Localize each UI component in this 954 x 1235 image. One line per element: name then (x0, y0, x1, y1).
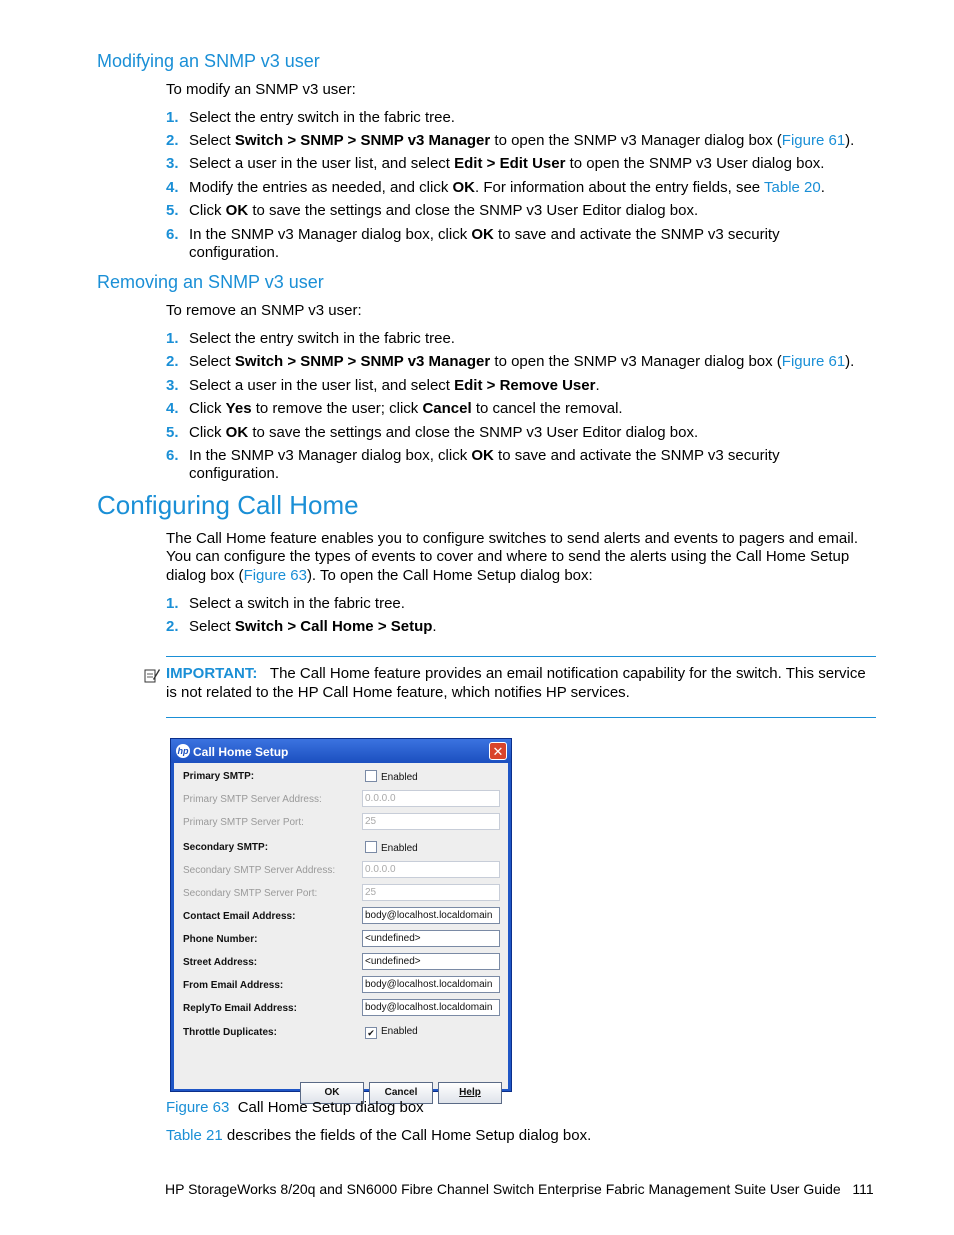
step-text: Select a switch in the fabric tree. (189, 595, 405, 612)
phone-number-field[interactable]: <undefined> (362, 930, 500, 947)
figure-caption (166, 1099, 424, 1117)
footer-title: HP StorageWorks 8/20q and SN6000 Fibre Channel Switch Enterprise Fabric Management Suite User Guide (165, 1181, 841, 1197)
secondary-smtp-port-field[interactable]: 25 (362, 884, 500, 901)
remove-intro: To remove an SNMP v3 user: (166, 302, 362, 319)
list-item (166, 424, 698, 442)
step-text: Select (189, 132, 235, 149)
step-number: 2. (166, 353, 179, 370)
step-text: to open the SNMP v3 User dialog box. (565, 155, 825, 172)
step-number: 1. (166, 109, 179, 126)
primary-smtp-checkbox[interactable] (365, 770, 418, 783)
step-text: to save the settings and close the SNMP v3 User Editor dialog box. (248, 424, 699, 441)
secondary-smtp-port-label: Secondary SMTP Server Port: (183, 888, 318, 899)
list-item (166, 353, 854, 371)
list-item (166, 155, 824, 173)
step-text: Select a user in the user list, and select (189, 377, 455, 394)
important-line1 (166, 665, 866, 683)
step-command: Yes (225, 400, 252, 417)
cross-reference-link[interactable]: Figure 61 (781, 132, 846, 149)
step-command: Switch > SNMP > SNMP v3 Manager (234, 132, 491, 149)
step-text: Select the entry switch in the fabric tree. (189, 330, 455, 347)
checkmark-icon[interactable]: ✔ (365, 1027, 377, 1039)
primary-smtp-address-label: Primary SMTP Server Address: (183, 794, 322, 805)
step-text: to cancel the removal. (471, 400, 623, 417)
step-number: 6. (166, 226, 179, 243)
step-text: Select a user in the user list, and select (189, 155, 455, 172)
step-text: Select (189, 618, 235, 635)
step-number: 2. (166, 132, 179, 149)
table-reference (166, 1127, 591, 1145)
step-text: ). (845, 132, 855, 149)
checkbox-box[interactable] (365, 841, 377, 853)
cross-reference-link[interactable]: Figure 61 (781, 353, 846, 370)
step-text: ). (845, 353, 855, 370)
step-number: 3. (166, 155, 179, 172)
step-command: Switch > Call Home > Setup (234, 618, 433, 635)
step-command: OK (225, 202, 249, 219)
list-item (166, 132, 854, 150)
figure-caption-text: Call Home Setup dialog box (237, 1099, 424, 1116)
table-21-link[interactable]: Table 21 (166, 1127, 223, 1144)
step-number: 3. (166, 377, 179, 394)
important-line2: is not related to the HP Call Home feature, which notifies HP services. (166, 684, 630, 701)
list-item (166, 330, 455, 348)
secondary-smtp-checkbox[interactable] (365, 841, 418, 854)
list-item (166, 595, 405, 613)
important-top-rule (166, 656, 876, 657)
step-number: 2. (166, 618, 179, 635)
para-text: dialog box ( (166, 567, 244, 584)
help-button[interactable]: Help (438, 1082, 502, 1104)
step-number: 1. (166, 330, 179, 347)
step-number: 5. (166, 424, 179, 441)
step-text: to save and activate the SNMP v3 security (493, 226, 780, 243)
important-bottom-rule (166, 717, 876, 718)
step-command: Switch > SNMP > SNMP v3 Manager (234, 353, 491, 370)
figure-63-link[interactable]: Figure 63 (243, 567, 307, 584)
step-command: Edit > Remove User (454, 377, 596, 394)
checkbox-box[interactable] (365, 770, 377, 782)
step-number: 5. (166, 202, 179, 219)
primary-smtp-label: Primary SMTP: (183, 771, 255, 782)
figure-label: Figure 63 (166, 1099, 230, 1116)
step-text: Click (189, 202, 226, 219)
throttle-duplicates-label: Throttle Duplicates: (183, 1027, 277, 1038)
section-heading-modify: Modifying an SNMP v3 user (97, 51, 320, 71)
step-number: 1. (166, 595, 179, 612)
checkbox-label: Enabled (381, 843, 418, 854)
primary-smtp-port-field[interactable]: 25 (362, 813, 500, 830)
step-text: . For information about the entry fields, see (474, 179, 765, 196)
from-email-field[interactable]: body@localhost.localdomain (362, 976, 500, 993)
step-text: Click (189, 400, 226, 417)
street-address-field[interactable]: <undefined> (362, 953, 500, 970)
primary-smtp-address-field[interactable]: 0.0.0.0 (362, 790, 500, 807)
list-item (166, 447, 780, 483)
step-text: to save and activate the SNMP v3 security (493, 447, 780, 464)
step-text: . (432, 618, 437, 635)
section-heading-remove: Removing an SNMP v3 user (97, 272, 324, 292)
callhome-para-line3 (166, 567, 593, 585)
step-text: . (595, 377, 600, 394)
step-number: 6. (166, 447, 179, 464)
list-item (166, 226, 780, 262)
secondary-smtp-label: Secondary SMTP: (183, 842, 269, 853)
checkbox-label: Enabled (381, 1026, 418, 1037)
step-text: to remove the user; click (251, 400, 423, 417)
step-text: Select (189, 353, 235, 370)
cancel-button[interactable]: Cancel (369, 1082, 433, 1104)
secondary-smtp-address-field[interactable]: 0.0.0.0 (362, 861, 500, 878)
step-text: to open the SNMP v3 Manager dialog box ( (490, 132, 782, 149)
list-item (166, 179, 825, 197)
section-heading-callhome: Configuring Call Home (97, 490, 359, 520)
step-text: Click (189, 424, 226, 441)
step-text: Modify the entries as needed, and click (189, 179, 453, 196)
step-text-continued: configuration. (189, 465, 280, 482)
ok-button[interactable]: OK (300, 1082, 364, 1104)
step-command: OK (225, 424, 249, 441)
page-number: 111 (852, 1181, 874, 1197)
list-item (166, 400, 623, 418)
checkbox-label: Enabled (381, 772, 418, 783)
cross-reference-link[interactable]: Table 20 (764, 179, 821, 196)
secondary-smtp-address-label: Secondary SMTP Server Address: (183, 865, 336, 876)
callhome-para-line2: You can configure the types of events to cover and where to send the alerts using the Call Home Setup (166, 548, 850, 565)
step-command: OK (452, 179, 475, 196)
step-text: In the SNMP v3 Manager dialog box, click (189, 447, 472, 464)
important-text: The Call Home feature provides an email notification capability for the switch. This service (269, 665, 866, 682)
dialog-title: Call Home Setup (193, 745, 289, 759)
replyto-email-label: ReplyTo Email Address: (183, 1003, 297, 1014)
modify-intro: To modify an SNMP v3 user: (166, 81, 356, 98)
step-text: to save the settings and close the SNMP v3 User Editor dialog box. (248, 202, 699, 219)
para-text: ). To open the Call Home Setup dialog box: (306, 567, 593, 584)
step-command: Cancel (422, 400, 472, 417)
step-command: OK (471, 226, 494, 243)
callhome-para-line1: The Call Home feature enables you to configure switches to send alerts and events to pagers and email. (166, 530, 859, 547)
list-item (166, 618, 437, 636)
list-item (166, 109, 455, 127)
important-label: IMPORTANT: (166, 665, 258, 682)
important-pencil-icon (144, 667, 160, 683)
step-text: . (820, 179, 825, 196)
contact-email-label: Contact Email Address: (183, 911, 296, 922)
step-command: OK (471, 447, 494, 464)
list-item (166, 202, 698, 220)
step-text: to open the SNMP v3 Manager dialog box ( (490, 353, 782, 370)
street-address-label: Street Address: (183, 957, 258, 968)
dialog-body (174, 763, 508, 1098)
dialog-titlebar (171, 739, 511, 763)
step-number: 4. (166, 179, 179, 196)
step-text: In the SNMP v3 Manager dialog box, click (189, 226, 472, 243)
replyto-email-field[interactable]: body@localhost.localdomain (362, 999, 500, 1016)
list-item (166, 377, 600, 395)
throttle-duplicates-checkbox[interactable] (365, 1026, 418, 1039)
call-home-setup-dialog (170, 738, 512, 1098)
from-email-label: From Email Address: (183, 980, 284, 991)
step-text: Select the entry switch in the fabric tree. (189, 109, 455, 126)
step-number: 4. (166, 400, 179, 417)
phone-number-label: Phone Number: (183, 934, 258, 945)
step-text-continued: configuration. (189, 244, 280, 261)
close-icon[interactable]: ✕ (489, 742, 507, 760)
step-command: Edit > Edit User (454, 155, 566, 172)
contact-email-field[interactable]: body@localhost.localdomain (362, 907, 500, 924)
table-ref-text: describes the fields of the Call Home Setup dialog box. (222, 1127, 592, 1144)
primary-smtp-port-label: Primary SMTP Server Port: (183, 817, 304, 828)
hp-logo-icon: hp (177, 746, 189, 756)
page-footer (165, 1180, 874, 1198)
